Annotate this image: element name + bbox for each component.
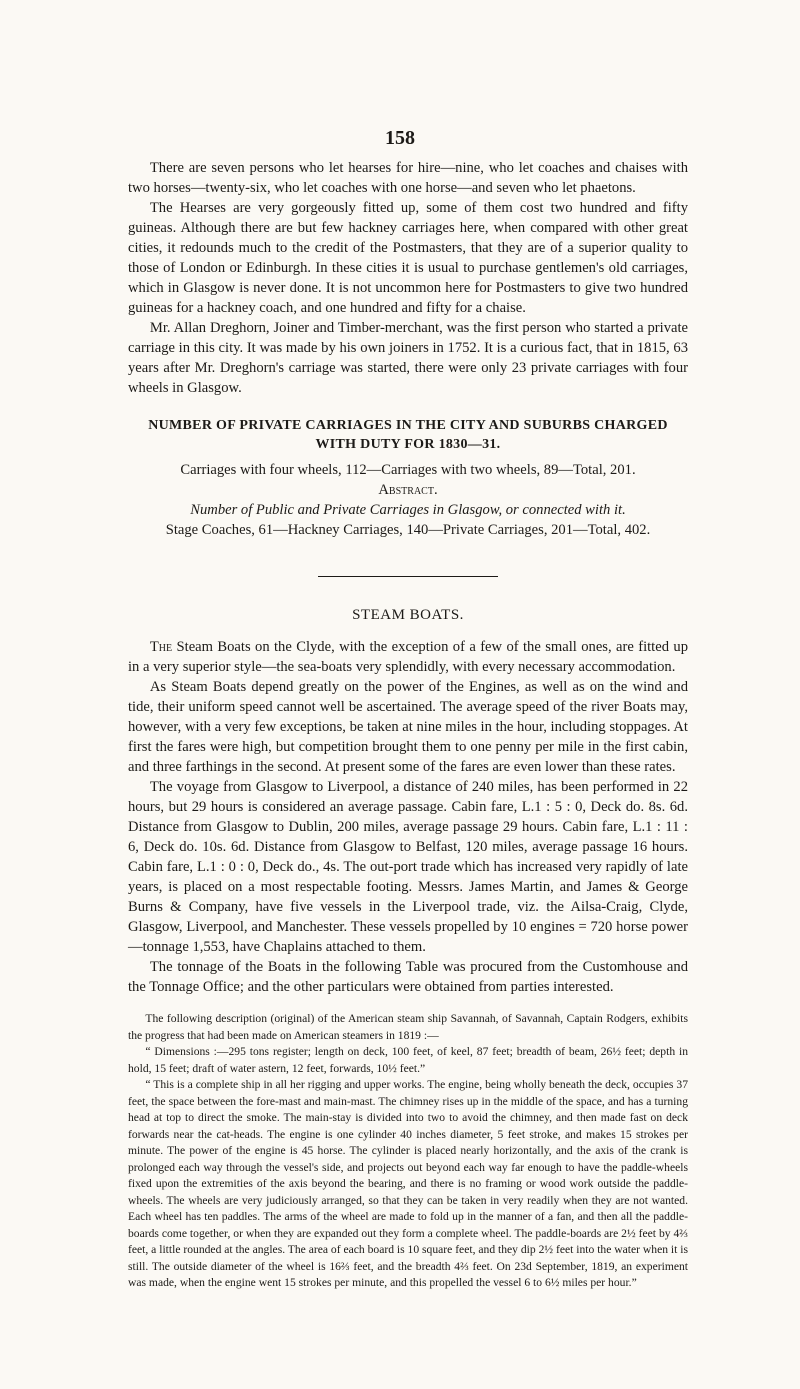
page-number: 158 bbox=[385, 127, 415, 149]
paragraph-steam-boats-clyde bbox=[128, 637, 688, 677]
paragraph-steam-boats-clyde-text: Steam Boats on the Clyde, with the exception of a few of the small ones, are fitted up in a very superior style—the sea-boats very splendidly, with every necessary accommodation. bbox=[128, 639, 688, 675]
paragraph-hearses: There are seven persons who let hearses for hire—nine, who let coaches and chaises with two horses—twenty-six, who let coaches with one horse—and seven who let phaetons. bbox=[128, 160, 688, 196]
carriages-count-line: Carriages with four wheels, 112—Carriages with two wheels, 89—Total, 201. bbox=[180, 462, 636, 478]
savannah-engine: “ This is a complete ship in all her rigging and upper works. The engine, being wholly beneath the deck, occupies 37 feet, the space between the fore-mast and main-mast. The chimney rises up in the middle of the space, and has a turning head at top to direct the smoke. The main-stay is divided into two to avoid the chimney, and then made fast on deck forwards near the cat-heads. The engine is one cylinder 40 inches diameter, 5 feet stroke, and makes 15 strokes per minute. The power of the engine is 45 horse. The cylinder is placed nearly horizontally, and the axis of the crank is prolonged each way through the vessel's side, and projects out beyond each way far enough to have the paddle-wheels fixed upon the extremities of the axis beyond the bearing, and there is no framing or wood work outside the paddle-wheels. The wheels are very judiciously arranged, so that they can be taken in very readily when they are not wanted. Each wheel has ten paddles. The arms of the wheel are made to fold up in the manner of a fan, and then all the paddle-boards come together, or when they are expanded out they form a complete wheel. The paddle-boards are 2½ feet by 4⅔ feet, a little rounded at the angles. The area of each board is 10 square feet, and they dip 2½ feet into the water when it is still. The outside diameter of the wheel is 16⅔ feet, and the breadth 4⅔ feet. On 23d September, 1819, an experiment was made, when the engine went 15 strokes per minute, and this propelled the vessel 6 to 6½ miles per hour.” bbox=[128, 1078, 688, 1289]
paragraph-hearses-quality: The Hearses are very gorgeously fitted up, some of them cost two hundred and fifty guineas. Although there are but few hackney carriages here, when compared with other great cities, it redounds much to the credit of the Postmasters, that they are of a superior quality to those of London or Edinburgh. In these cities it is usual to purchase gentlemen's old carriages, which in Glasgow is never done. It is not uncommon here for Postmasters to give two hundred guineas for a hackney coach, and one hundred and fifty for a chaise. bbox=[128, 200, 688, 316]
section-divider bbox=[318, 576, 498, 577]
steam-boats-heading: STEAM BOATS. bbox=[352, 607, 464, 623]
paragraph-dreghorn: Mr. Allan Dreghorn, Joiner and Timber-merchant, was the first person who started a private carriage in this city. It was made by his own joiners in 1752. It is a curious fact, that in 1815, 63 years after Mr. Dreghorn's carriage was started, there were only 23 private carriages with four wheels in Glasgow. bbox=[128, 320, 688, 396]
paragraph-voyage-fares: The voyage from Glasgow to Liverpool, a distance of 240 miles, has been performed in 22 hours, but 29 hours is considered an average passage. Cabin fare, L.1 : 5 : 0, Deck do. 8s. 6d. Distance from Glasgow to Dublin, 200 miles, average passage 29 hours. Cabin fare, L.1 : 11 : 6, Deck do. 10s. 6d. Distance from Glasgow to Belfast, 120 miles, average passage 16 hours. Cabin fare, L.1 : 0 : 0, Deck do., 4s. The out-port trade which has increased very rapidly of late years, is placed on a most respectable footing. Messrs. James Martin, and James & George Burns & Company, have five vessels in the Liverpool trade, viz. the Ailsa-Craig, Clyde, Glasgow, Liverpool, and Manchester. These vessels propelled by 10 engines = 720 horse power—tonnage 1,553, have Chaplains attached to them. bbox=[128, 779, 688, 955]
paragraph-steam-speed: As Steam Boats depend greatly on the power of the Engines, as well as on the wind and tide, their uniform speed cannot well be ascertained. The average speed of the river Boats may, however, with a very few exceptions, be taken at nine miles in the hour, including stoppages. At first the fares were high, but competition brought them to one penny per mile in the first cabin, and three farthings in the second. At present some of the fares are even lower than these rates. bbox=[128, 679, 688, 775]
savannah-dimensions: “ Dimensions :—295 tons register; length on deck, 100 feet, of keel, 87 feet; breadth of beam, 26½ feet; depth in hold, 15 feet; draft of water astern, 12 feet, forwards, 10½ feet.” bbox=[128, 1045, 688, 1075]
savannah-intro: The following description (original) of the American steam ship Savannah, of Savannah, Captain Rodgers, exhibits the progress that had been made on American steamers in 1819 :— bbox=[128, 1012, 688, 1042]
savannah-description bbox=[128, 1011, 688, 1292]
page-body bbox=[128, 158, 688, 1292]
private-carriages-heading: NUMBER OF PRIVATE CARRIAGES IN THE CITY AND SUBURBS CHARGED WITH DUTY FOR 1830—31. bbox=[148, 418, 668, 452]
abstract-label: Abstract. bbox=[378, 482, 438, 498]
paragraph-tonnage-source: The tonnage of the Boats in the following Table was procured from the Customhouse and the Tonnage Office; and the other particulars were obtained from parties interested. bbox=[128, 959, 688, 995]
first-word: The bbox=[149, 639, 173, 655]
abstract-title: Number of Public and Private Carriages in Glasgow, or connected with it. bbox=[190, 502, 626, 518]
abstract-line: Stage Coaches, 61—Hackney Carriages, 140—Private Carriages, 201—Total, 402. bbox=[165, 522, 651, 538]
